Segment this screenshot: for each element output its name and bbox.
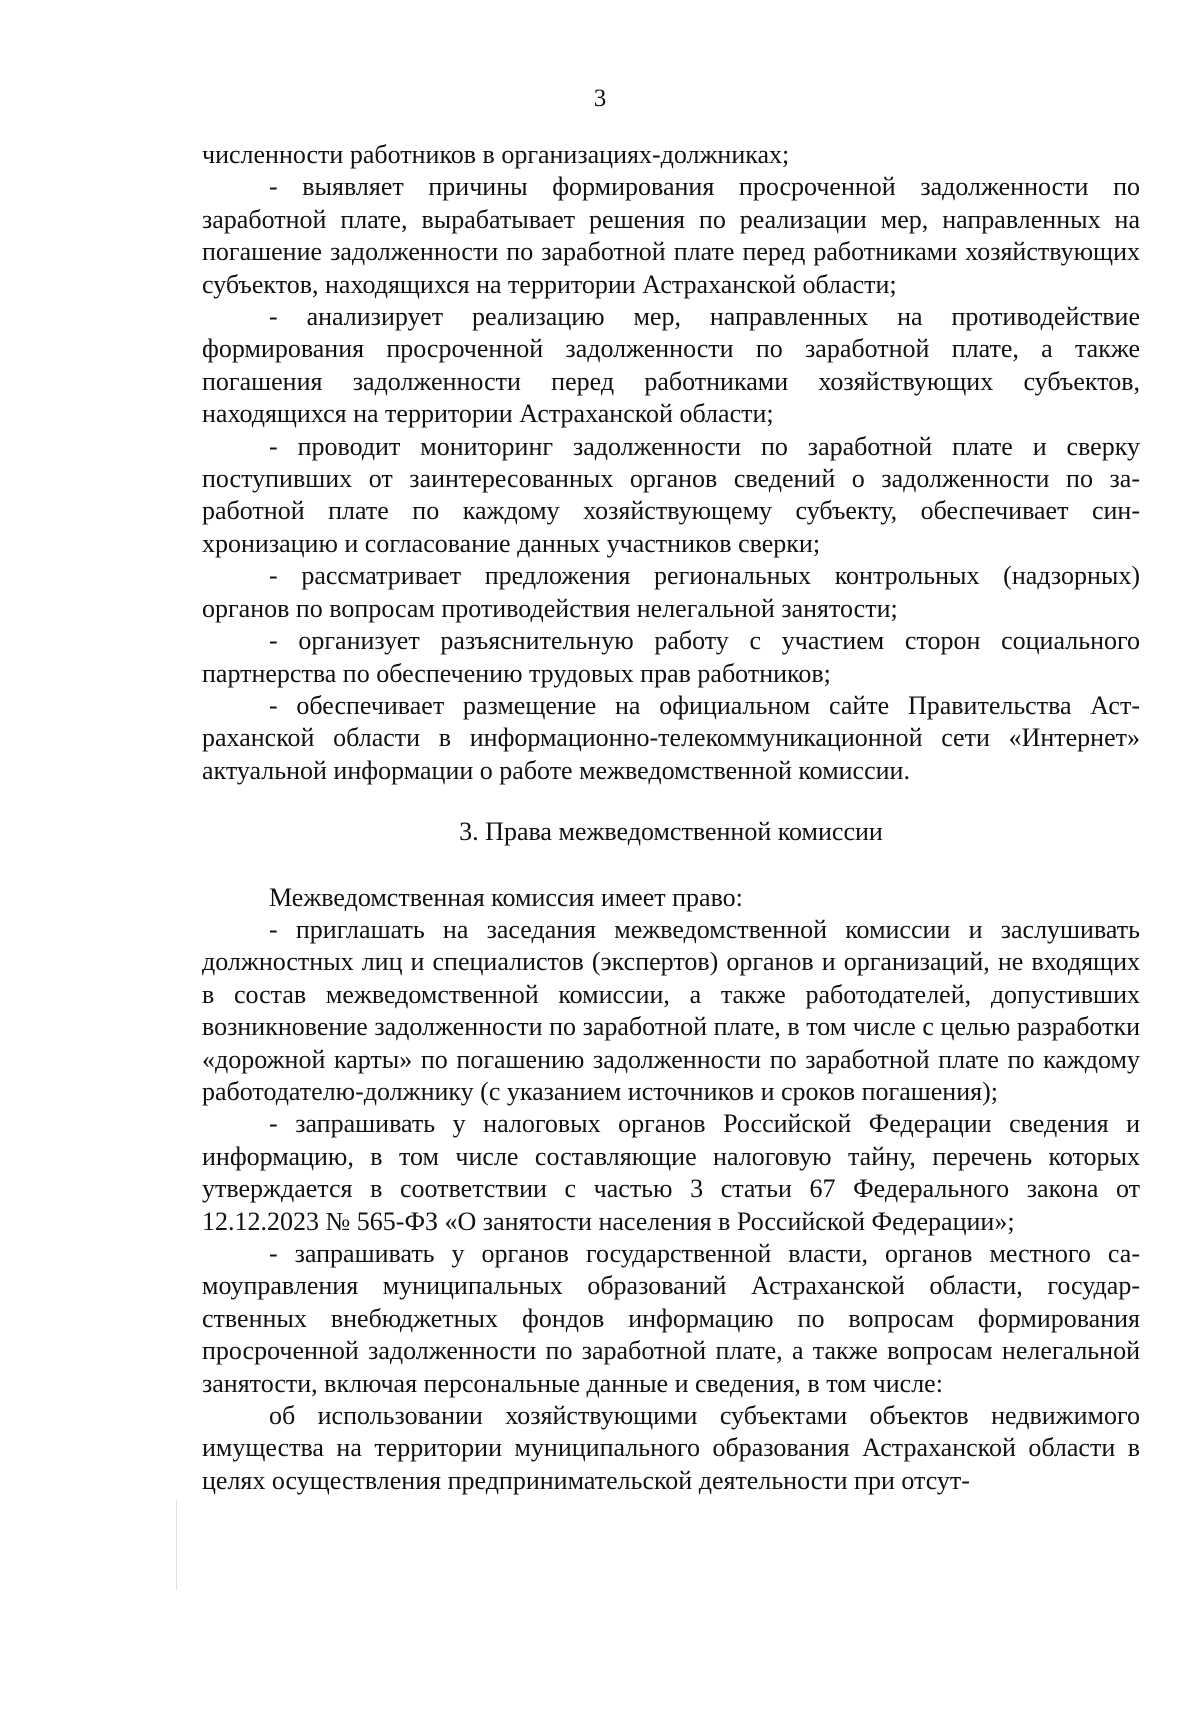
list-item: - анализирует реализацию мер, направленных на противодействие формирования просроченной задолженности по заработной плате, а также погашения задолженности перед работниками хозяйствующих субъектов, находящихся на территории Астраханской области; bbox=[202, 302, 1140, 429]
list-item: - обеспечивает размещение на официальном сайте Правительства Астраханской области в информационно-телекоммуникационной сети «Интернет» актуальной информации о работе межведомственной комиссии. bbox=[202, 690, 1140, 785]
page-number: 3 bbox=[593, 85, 607, 112]
list-item: - организует разъяснительную работу с участием сторон социального партнерства по обеспечению трудовых прав работников; bbox=[202, 626, 1140, 688]
list-item: - проводит мониторинг задолженности по заработной плате и сверку поступивших от заинтересованных органов сведений о задолженности по заработной плате по каждому хозяйствующему субъекту, обеспечивает синхронизацию и согласование данных участников сверки; bbox=[202, 431, 1140, 558]
list-item: - приглашать на заседания межведомственной комиссии и заслушивать должностных лиц и специалистов (экспертов) органов и организаций, не входящих в состав межведомственной комиссии, а также работодателей, допустивших возникновение задолженности по заработной плате, в том числе с целью разработки «дорожной карты» по погашению задолженности по заработной плате по каждому работодателю-должнику (с указанием источников и сроков погашения); bbox=[202, 914, 1140, 1106]
document-body bbox=[202, 139, 1140, 1497]
section-heading: 3. Права межведомственной комиссии bbox=[459, 817, 883, 847]
list-item: - запрашивать у налоговых органов Российской Федерации сведения и информацию, в том числе составляющие налоговую тайну, перечень которых утверждается в соответствии с частью 3 статьи 67 Федерального закона от 12.12.2023 № 565-ФЗ «О занятости населения в Российской Федерации»; bbox=[202, 1109, 1140, 1236]
list-item: - выявляет причины формирования просроченной задолженности по заработной плате, вырабатывает решения по реализации мер, направленных на погашение задолженности по заработной плате перед работниками хозяйствующих субъектов, находящихся на территории Астраханской области; bbox=[202, 172, 1140, 299]
paragraph-continuation: численности работников в организациях-должниках; bbox=[202, 140, 790, 169]
list-item: - запрашивать у органов государственной власти, органов местного самоуправления муниципальных образований Астраханской области, государственных внебюджетных фондов информацию по вопросам формирования просроченной задолженности по заработной плате, а также вопросам нелегальной занятости, включая персональные данные и сведения, в том числе: bbox=[202, 1239, 1140, 1398]
scan-margin-mark bbox=[176, 1500, 177, 1590]
section-lead: Межведомственная комиссия имеет право: bbox=[269, 882, 743, 912]
paragraph: об использовании хозяйствующими субъектами объектов недвижимого имущества на территории муниципального образования Астраханской области в целях осуществления предпринимательской деятельности при отсут- bbox=[202, 1401, 1140, 1495]
list-item: - рассматривает предложения региональных контрольных (надзорных) органов по вопросам противодействия нелегальной занятости; bbox=[202, 561, 1140, 623]
